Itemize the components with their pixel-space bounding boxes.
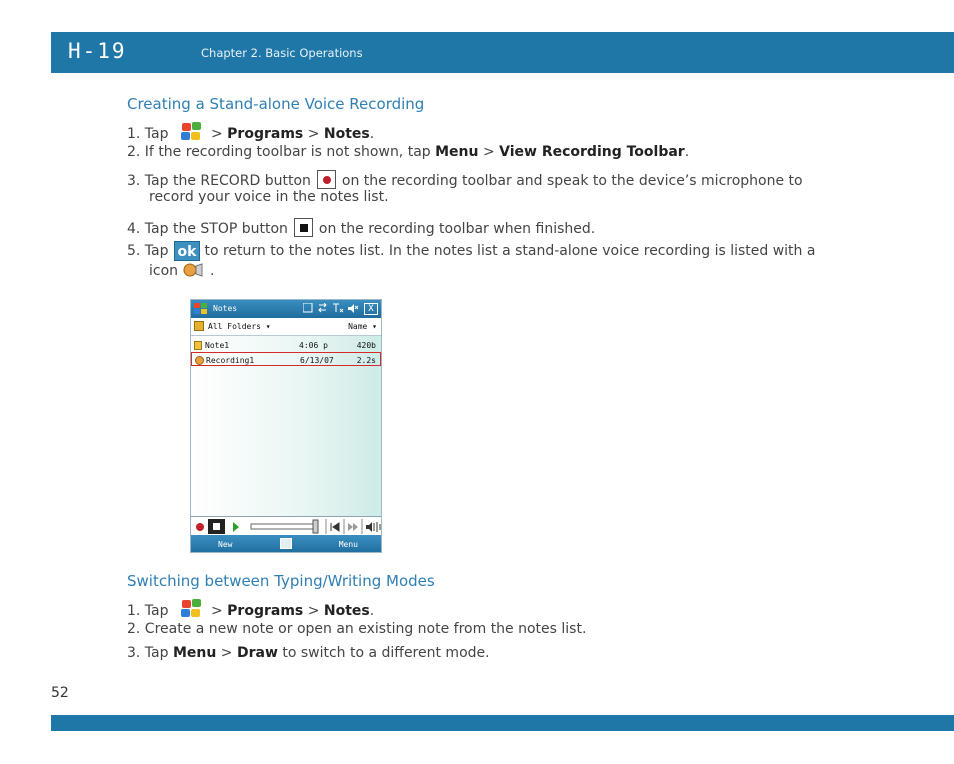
chapter-title: Chapter 2. Basic Operations <box>201 46 363 60</box>
device-titlebar <box>191 300 381 318</box>
softkey-new[interactable]: New <box>218 540 233 549</box>
step-2: 2. If the recording toolbar is not shown, tap Menu > View Recording Toolbar. <box>127 144 690 160</box>
toolbar-record-button <box>196 523 204 531</box>
record-button-icon <box>317 170 336 189</box>
device-status-icons <box>303 303 359 317</box>
toolbar-stop-button <box>213 523 220 530</box>
ok-button-icon: ok <box>174 241 201 261</box>
step-1: 1. Tap > Programs > Notes. <box>127 122 374 142</box>
device-start-icon[interactable] <box>194 303 207 315</box>
windows-start-icon <box>181 599 203 619</box>
menu-label: Menu <box>172 645 217 661</box>
device-app-title: Notes <box>213 304 238 313</box>
stop-button-icon <box>294 218 313 237</box>
recording-toolbar <box>191 516 381 535</box>
programs-label: Programs <box>227 126 304 142</box>
brand-logo: H-19 <box>68 39 127 63</box>
note-file-icon <box>194 341 202 350</box>
device-screenshot <box>190 299 382 553</box>
section-title-voice-recording: Creating a Stand-alone Voice Recording <box>127 95 425 113</box>
toolbar-rewind-button <box>331 523 339 531</box>
step-text: 1. Tap <box>127 126 169 142</box>
device-close-button[interactable]: X <box>364 303 378 315</box>
footer-bar <box>51 715 954 731</box>
toolbar-volume-slider <box>313 520 318 533</box>
device-folder-bar <box>191 318 381 336</box>
sort-dropdown[interactable]: Name ▾ <box>348 322 377 331</box>
step-5: 5. Tap ok to return to the notes list. In the notes list a stand-alone voice recording is listed with a icon . <box>127 243 816 279</box>
folder-icon <box>194 321 204 331</box>
softkey-menu[interactable]: Menu <box>338 540 358 549</box>
header-bar <box>51 32 954 73</box>
view-recording-toolbar-label: View Recording Toolbar <box>499 144 685 160</box>
windows-start-icon <box>181 122 203 142</box>
keyboard-icon[interactable] <box>280 538 292 549</box>
toolbar-play-button <box>233 522 239 532</box>
section-title-typing-writing: Switching between Typing/Writing Modes <box>127 572 435 590</box>
step-1: 1. Tap > Programs > Notes. <box>127 599 374 619</box>
toolbar-forward-button <box>348 523 358 531</box>
toolbar-speaker-button <box>366 522 372 532</box>
menu-label: Menu <box>435 144 479 160</box>
step-3: 3. Tap the RECORD button on the recording toolbar and speak to the device’s microphone to record your voice in the notes list. <box>127 170 803 205</box>
step-2: 2. Create a new note or open an existing note from the notes list. <box>127 621 587 637</box>
page-number: 52 <box>51 685 69 701</box>
list-item[interactable]: Note1 4:06 p 420b <box>191 338 381 352</box>
notes-label: Notes <box>323 126 370 142</box>
notes-label: Notes <box>323 603 370 619</box>
voice-file-icon <box>195 356 204 365</box>
step-3: 3. Tap Menu > Draw to switch to a different mode. <box>127 645 490 661</box>
step-4: 4. Tap the STOP button on the recording toolbar when finished. <box>127 218 595 237</box>
device-softkey-bar <box>191 535 381 553</box>
voice-recording-icon <box>183 261 205 279</box>
folder-dropdown[interactable]: All Folders ▾ <box>208 322 271 331</box>
draw-label: Draw <box>236 645 278 661</box>
list-item-selected[interactable]: Recording1 6/13/07 2.2s <box>191 352 381 366</box>
programs-label: Programs <box>227 603 304 619</box>
